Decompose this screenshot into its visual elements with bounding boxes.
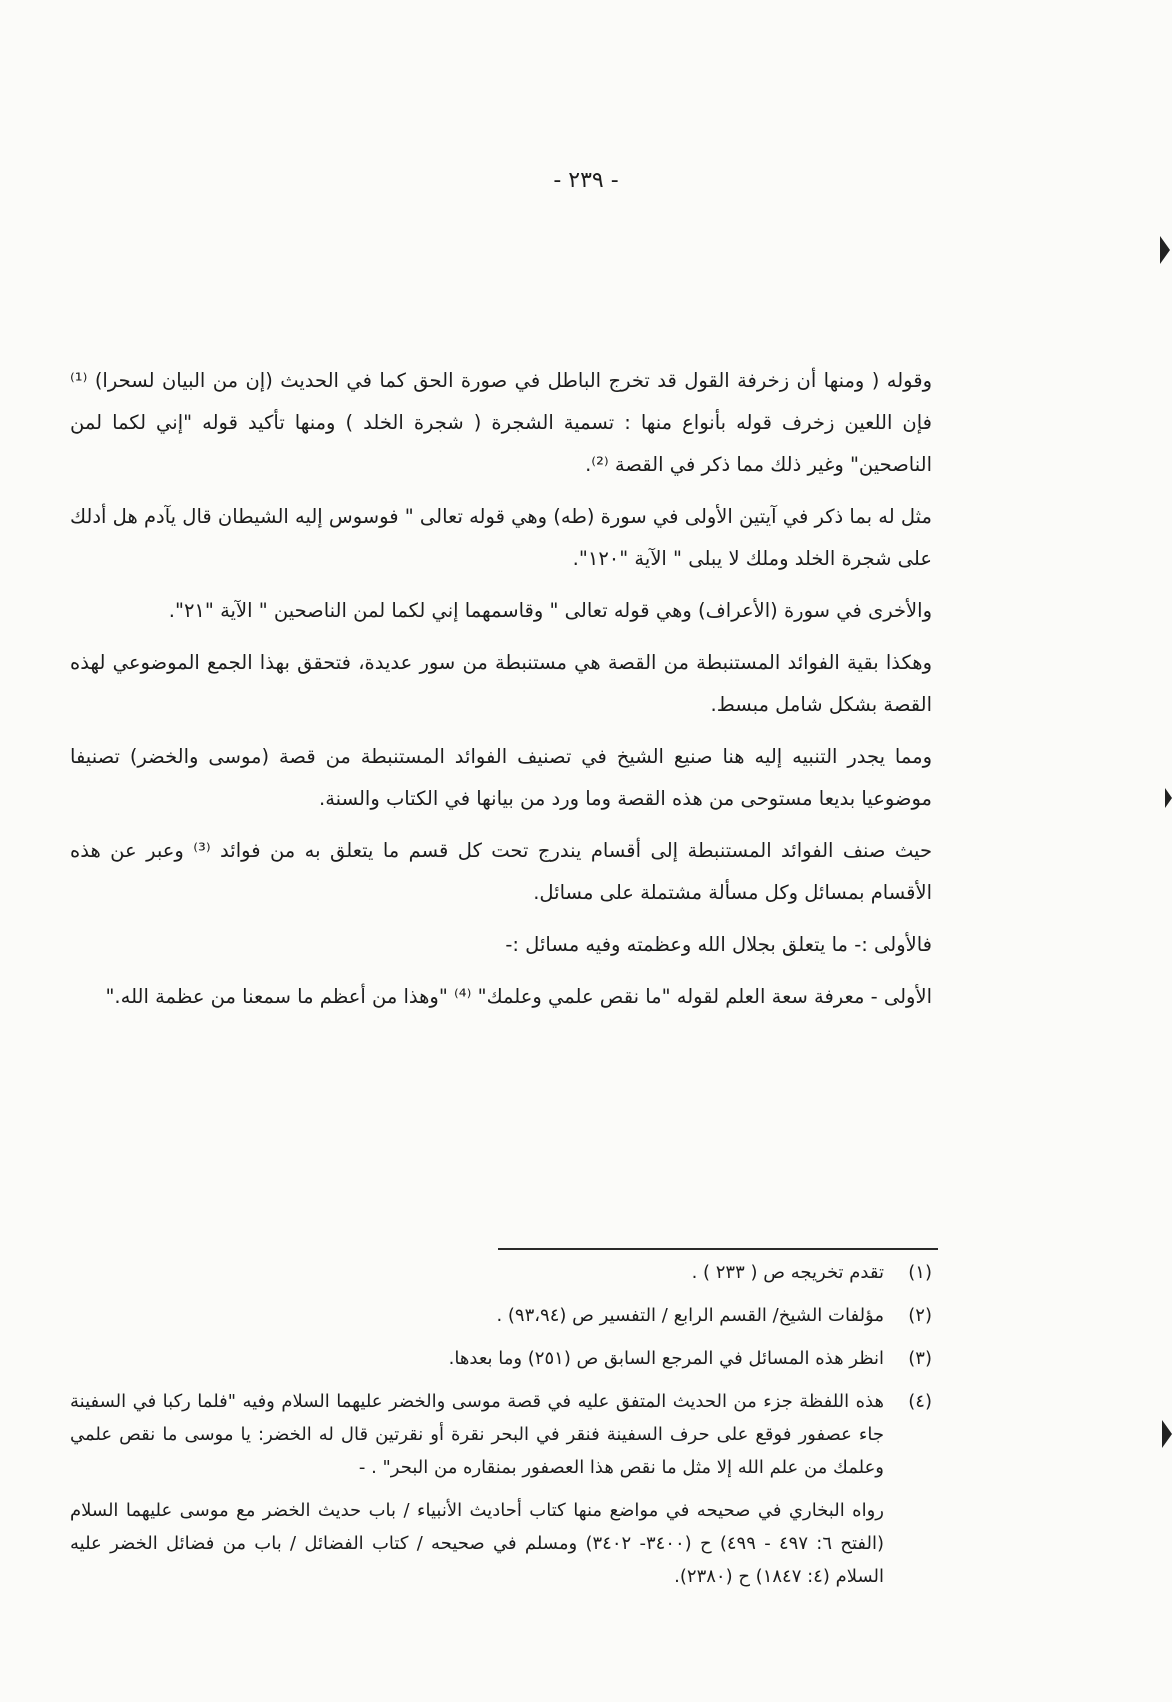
paragraph: مثل له بما ذكر في آيتين الأولى في سورة (طه) وهي قوله تعالى " فوسوس إليه الشيطان قال يآدم هل أدلك على شجرة الخلد وملك لا يبلى " الآية "١٢٠". [70, 505, 932, 570]
paragraph: ومما يجدر التنبيه إليه هنا صنيع الشيخ في تصنيف الفوائد المستنبطة من قصة (موسى والخضر) تصنيفا موضوعيا بديعا مستوحى من هذه القصة وما ورد من بيانها في الكتاب والسنة. [70, 745, 932, 810]
paragraph: وهكذا بقية الفوائد المستنبطة من القصة هي مستنبطة من سور عديدة، فتحقق بهذا الجمع الموضوعي لهذه القصة بشكل شامل مبسط. [70, 651, 932, 716]
paragraph: حيث صنف الفوائد المستنبطة إلى أقسام يندرج تحت كل قسم ما يتعلق به من فوائد ⁽³⁾ وعبر عن هذه الأقسام بمسائل وكل مسألة مشتملة على مسائل. [70, 839, 932, 904]
scan-mark [1162, 1420, 1172, 1448]
scan-mark [1160, 236, 1170, 264]
paragraph: الأولى - معرفة سعة العلم لقوله "ما نقص علمي وعلمك" ⁽⁴⁾ "وهذا من أعظم ما سمعنا من عظمة الله." [105, 985, 932, 1008]
footnote-number: (٤) [908, 1391, 932, 1412]
paragraph: فالأولى :- ما يتعلق بجلال الله وعظمته وفيه مسائل :- [505, 933, 932, 956]
footnote [70, 1385, 932, 1603]
page-number: - ٢٣٩ - [553, 168, 619, 193]
footnote-number: (١) [908, 1262, 932, 1283]
footnote-separator [498, 1248, 938, 1250]
paragraph: وقوله ( ومنها أن زخرفة القول قد تخرج الباطل في صورة الحق كما في الحديث (إن من البيان لسحرا) ⁽¹⁾ فإن اللعين زخرف قوله بأنواع منها : تسمية الشجرة ( شجرة الخلد ) ومنها تأكيد قوله "إني لكما لمن الناصحين" وغير ذلك مما ذكر في القصة ⁽²⁾. [70, 369, 932, 476]
footnote-number: (٣) [908, 1348, 932, 1369]
footnote [70, 1342, 932, 1385]
footnote-text: انظر هذه المسائل في المرجع السابق ص (٢٥١) وما بعدها. [448, 1348, 884, 1369]
footnote-number: (٢) [908, 1305, 932, 1326]
main-text [70, 360, 932, 1028]
footnote-text: هذه اللفظة جزء من الحديث المتفق عليه في قصة موسى والخضر عليهما السلام وفيه "فلما ركبا في السفينة جاء عصفور فوقع على حرف السفينة فنقر في البحر نقرة أو نقرتين قال له الخضر: يا موسى ما نقص علمي وعلمك من علم الله إلا مثل ما نقص هذا العصفور بمنقاره من البحر" . - [70, 1391, 884, 1478]
footnote-text: تقدم تخريجه ص ( ٢٣٣ ) . [691, 1262, 884, 1283]
footnotes [70, 1256, 932, 1603]
footnote [70, 1299, 932, 1342]
scan-mark [1165, 788, 1172, 808]
footnote-text: رواه البخاري في صحيحه في مواضع منها كتاب أحاديث الأنبياء / باب حديث الخضر مع موسى عليهما السلام (الفتح ٦: ٤٩٧ - ٤٩٩) ح (٣٤٠٠- ٣٤٠٢) ومسلم في صحيحه / كتاب الفضائل / باب من فضائل الخضر عليه السلام (٤: ١٨٤٧) ح (٢٣٨٠). [70, 1500, 884, 1587]
footnote-text: مؤلفات الشيخ/ القسم الرابع / التفسير ص (٩٣،٩٤) . [496, 1305, 884, 1326]
paragraph: والأخرى في سورة (الأعراف) وهي قوله تعالى " وقاسمهما إني لكما لمن الناصحين " الآية "٢١". [168, 599, 932, 622]
footnote [70, 1256, 932, 1299]
